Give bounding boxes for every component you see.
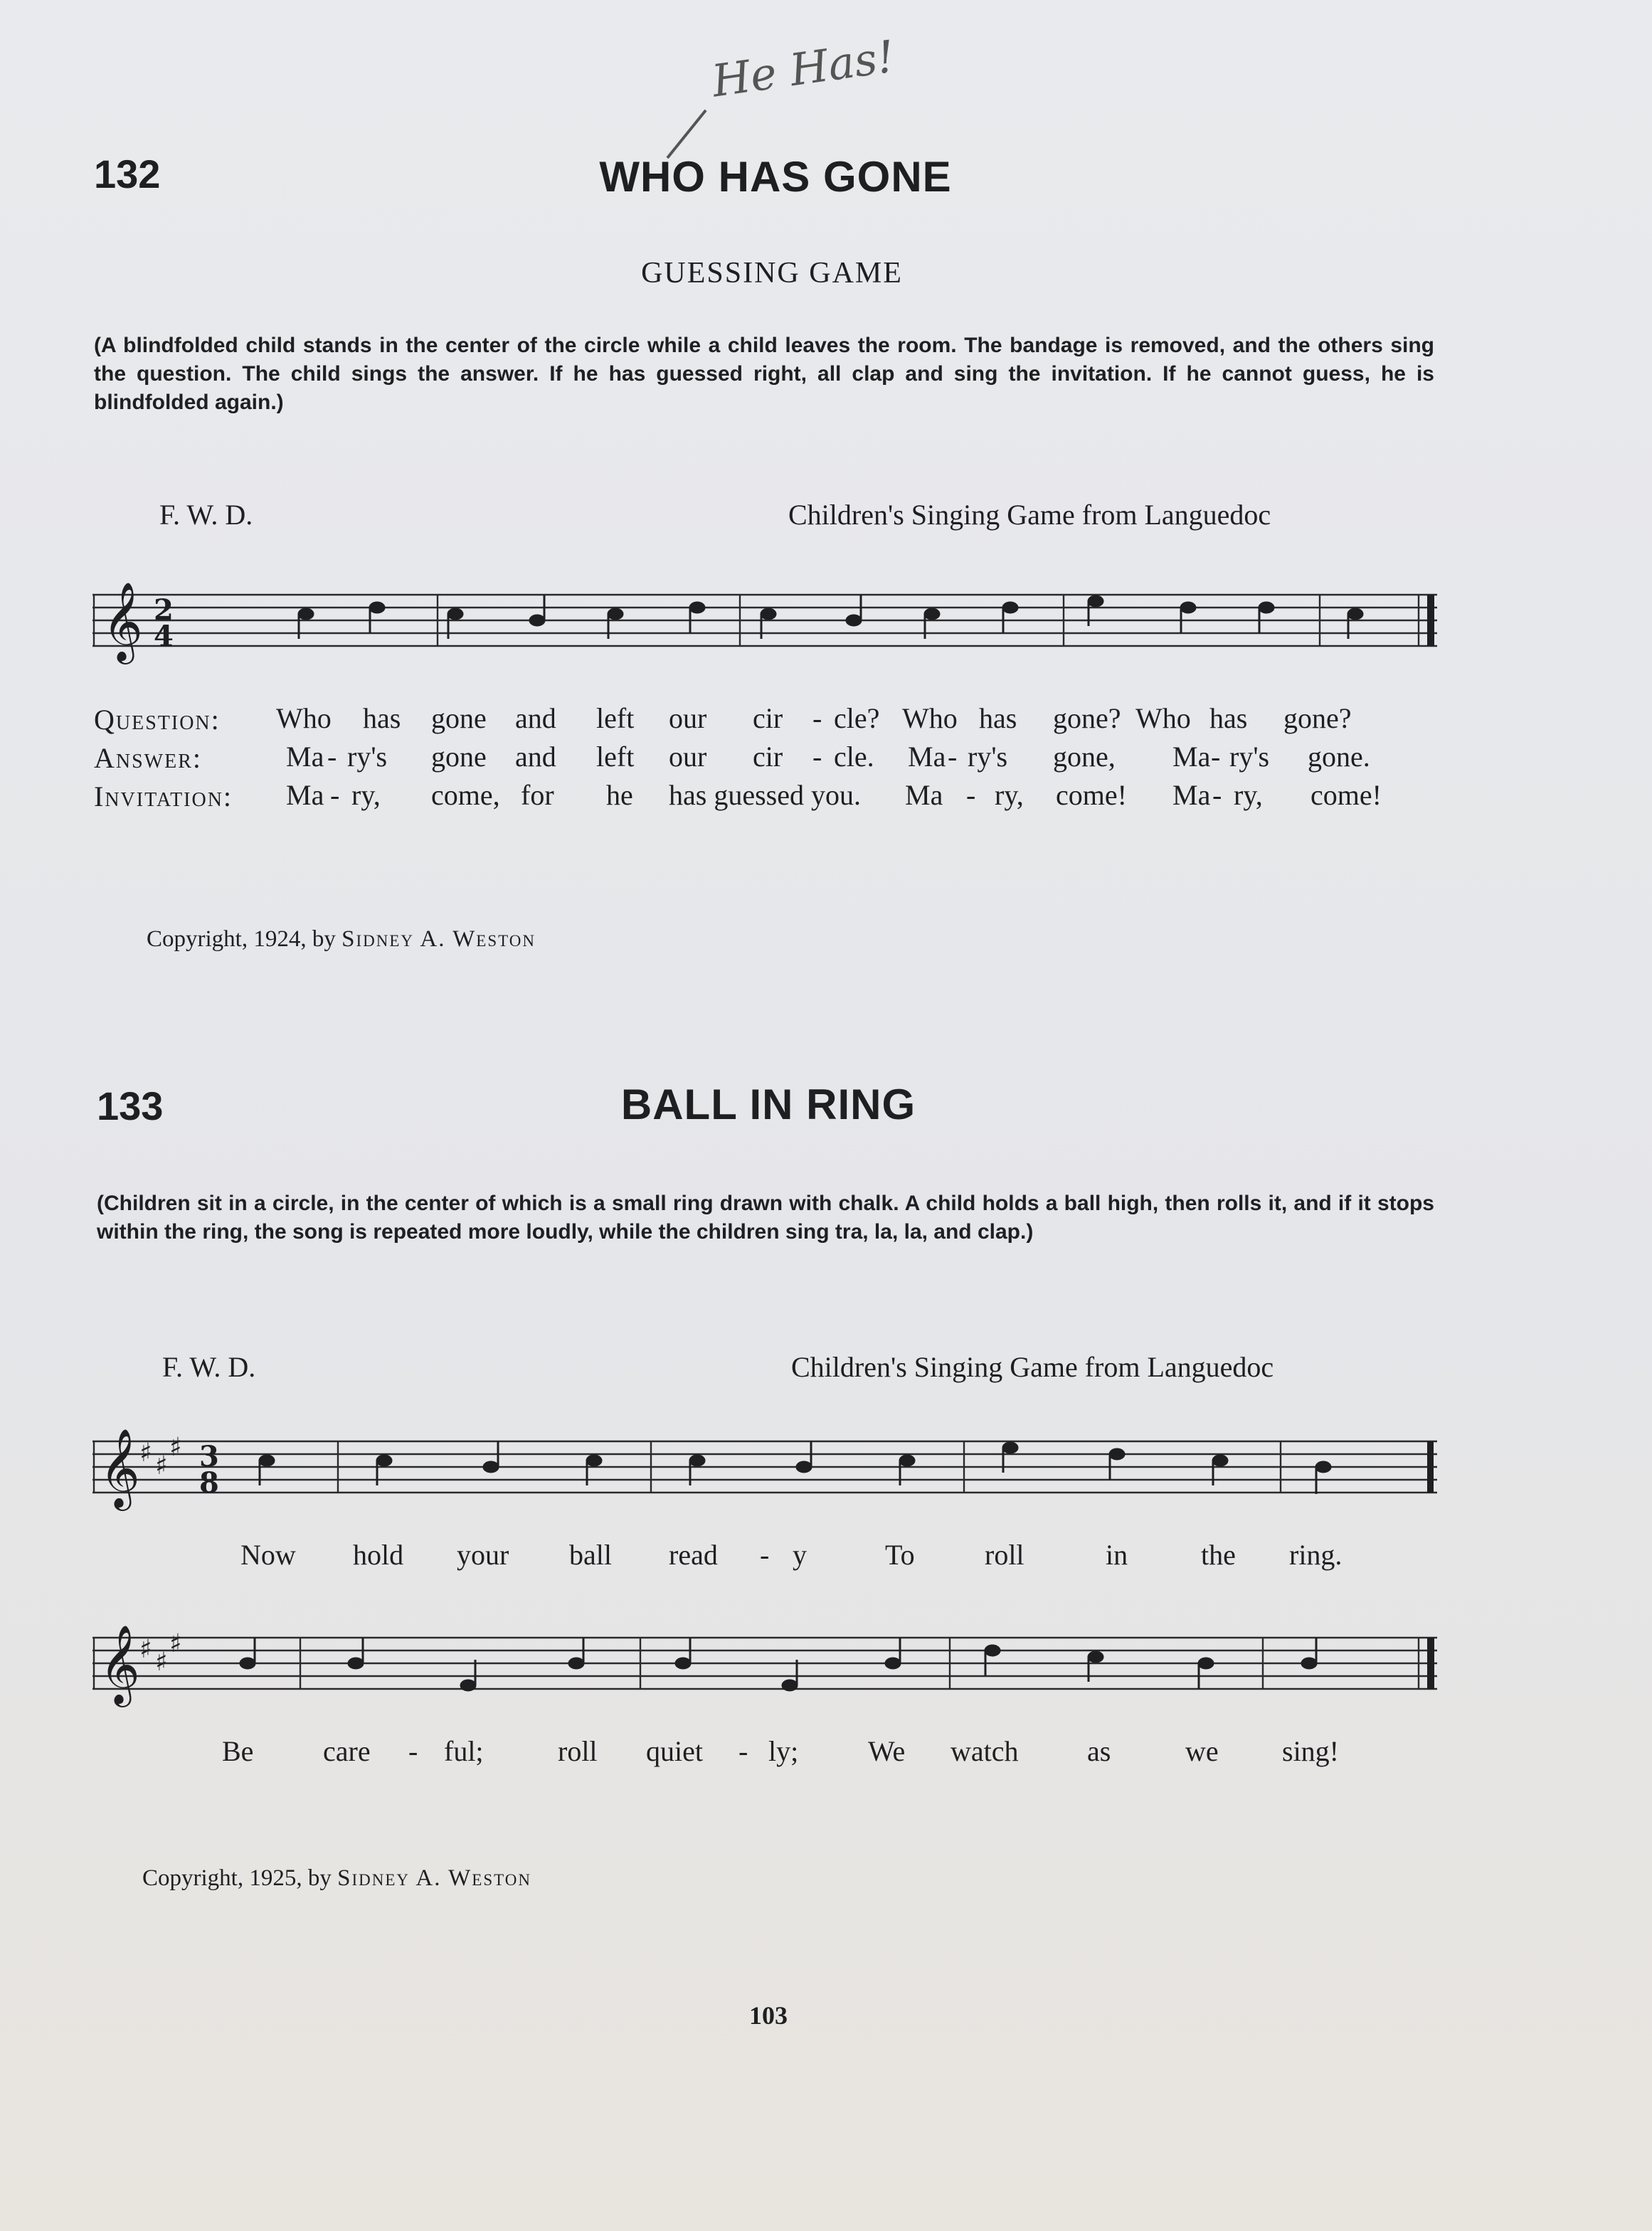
verse-label-invitation: Invitation:	[94, 780, 233, 812]
lyric: ry's	[1229, 741, 1270, 773]
game-instructions: (Children sit in a circle, in the center of which is a small ring drawn with chalk. A child holds a ball high, then rolls it, and if it stops within the ring, the song is repeated more loudly, while the children sing tra, la, la, and clap.)	[97, 1192, 1434, 1244]
lyric: -	[738, 1735, 748, 1767]
game-instructions: (A blindfolded child stands in the center of the circle while a child leaves the room. The bandage is removed, and the others sing the question. The child sings the answer. If he has guessed right, all clap and sing the invitation. If he cannot guess, he is blindfolded again.)	[94, 334, 1434, 414]
lyric: -	[812, 702, 822, 734]
time-signature-top: 2	[154, 593, 174, 627]
lyric: Ma	[905, 779, 943, 811]
lyric: ly;	[768, 1735, 799, 1767]
lyric: -	[408, 1735, 418, 1767]
lyric: gone.	[1308, 741, 1370, 773]
lyric: our	[669, 702, 707, 734]
lyric: ry,	[995, 779, 1024, 811]
sharp-icon: ♯	[155, 1451, 168, 1480]
lyric: Ma	[908, 741, 946, 773]
lyric: cir	[753, 702, 783, 734]
song-title: WHO HAS GONE	[599, 153, 952, 201]
lyric: and	[515, 702, 556, 734]
lyric: hold	[353, 1539, 404, 1571]
lyric: roll	[985, 1539, 1024, 1571]
lyric: we	[1185, 1735, 1219, 1767]
lyric: cir	[753, 741, 783, 773]
song-number: 133	[97, 1083, 164, 1128]
lyric: ful;	[444, 1735, 484, 1767]
lyric: for	[521, 779, 554, 811]
notes	[299, 595, 1362, 639]
lyric: Ma	[286, 741, 324, 773]
lyric: watch	[951, 1735, 1019, 1767]
music-staff	[92, 1430, 1444, 1508]
handwritten-note: He Has!	[709, 30, 899, 107]
lyric: cle?	[834, 702, 880, 734]
lyric: gone	[431, 702, 487, 734]
lyric: To	[885, 1539, 915, 1571]
lyric: read	[669, 1539, 718, 1571]
lyric: -	[812, 741, 822, 773]
lyric: ry,	[351, 779, 381, 811]
lyric: has	[363, 702, 401, 734]
lyric: come!	[1056, 779, 1127, 811]
lyric: y	[793, 1539, 807, 1571]
lyric: ry's	[968, 741, 1008, 773]
copyright-notice	[142, 1865, 531, 1892]
lyric: -	[760, 1539, 770, 1571]
lyric: sing!	[1282, 1735, 1339, 1767]
lyric: gone?	[1053, 702, 1121, 734]
lyric: ry's	[347, 741, 388, 773]
copyright-prefix: Copyright, 1925, by	[142, 1865, 332, 1891]
lyric: left	[596, 702, 635, 734]
lyric: has	[979, 702, 1017, 734]
lyric: left	[596, 741, 635, 773]
lyric: -	[948, 741, 958, 773]
lyric: cle.	[834, 741, 874, 773]
lyric: your	[457, 1539, 509, 1571]
music-staff	[92, 1626, 1444, 1705]
time-signature-top: 3	[199, 1440, 219, 1473]
arranger-credit: F. W. D.	[162, 1351, 256, 1383]
music-staff	[92, 583, 1444, 662]
time-signature-bottom: 4	[154, 620, 174, 653]
treble-clef-icon: 𝄞	[100, 1428, 140, 1507]
lyric: Ma	[286, 779, 324, 811]
lyric: the	[1201, 1539, 1236, 1571]
sharp-icon: ♯	[139, 1438, 152, 1468]
lyric: quiet	[646, 1735, 703, 1767]
lyric: -	[330, 779, 340, 811]
lyric: gone,	[1053, 741, 1116, 773]
lyric: our	[669, 741, 707, 773]
lyric: come,	[431, 779, 500, 811]
copyright-holder: Sidney A. Weston	[337, 1865, 531, 1891]
lyric: in	[1106, 1539, 1128, 1571]
treble-clef-icon: 𝄞	[102, 581, 143, 661]
song-number: 132	[94, 152, 161, 196]
lyric: care	[323, 1735, 371, 1767]
lyric: -	[327, 741, 337, 773]
lyric: gone?	[1283, 702, 1352, 734]
lyric: Now	[240, 1539, 296, 1571]
lyric: ball	[569, 1539, 612, 1571]
song-subtitle: GUESSING GAME	[641, 257, 903, 290]
lyric: Who	[276, 702, 332, 734]
lyric: has	[1209, 702, 1248, 734]
page-number: 103	[749, 2001, 788, 2030]
lyric: he	[606, 779, 633, 811]
source-credit: Children's Singing Game from Languedoc	[791, 1351, 1274, 1383]
copyright-prefix: Copyright, 1924, by	[147, 926, 336, 952]
verse-label-answer: Answer:	[94, 742, 202, 774]
lyric: -	[966, 779, 976, 811]
lyric: Who	[1135, 702, 1191, 734]
lyric: Ma	[1172, 779, 1211, 811]
lyric: We	[868, 1735, 906, 1767]
lyric: and	[515, 741, 556, 773]
treble-clef-icon: 𝄞	[100, 1624, 140, 1704]
copyright-notice	[147, 926, 536, 953]
sharp-icon: ♯	[169, 1629, 182, 1658]
song-title: BALL IN RING	[620, 1081, 916, 1128]
verse-label-question: Question:	[94, 704, 221, 736]
lyric: Be	[222, 1735, 254, 1767]
sharp-icon: ♯	[169, 1433, 182, 1462]
lyric: -	[1212, 779, 1222, 811]
lyric: Who	[902, 702, 958, 734]
lyric: come!	[1311, 779, 1382, 811]
lyric: ring.	[1289, 1539, 1343, 1571]
copyright-holder: Sidney A. Weston	[341, 926, 536, 952]
sharp-icon: ♯	[155, 1648, 168, 1677]
source-credit: Children's Singing Game from Languedoc	[788, 499, 1271, 531]
lyric: has guessed you.	[669, 779, 861, 811]
lyric: gone	[431, 741, 487, 773]
lyric: ry,	[1234, 779, 1263, 811]
arranger-credit: F. W. D.	[159, 499, 253, 531]
time-signature-bottom: 8	[199, 1466, 219, 1500]
sharp-icon: ♯	[139, 1635, 152, 1664]
lyric: -	[1211, 741, 1221, 773]
lyric: roll	[558, 1735, 598, 1767]
lyric: Ma	[1172, 741, 1211, 773]
lyric: as	[1087, 1735, 1111, 1767]
